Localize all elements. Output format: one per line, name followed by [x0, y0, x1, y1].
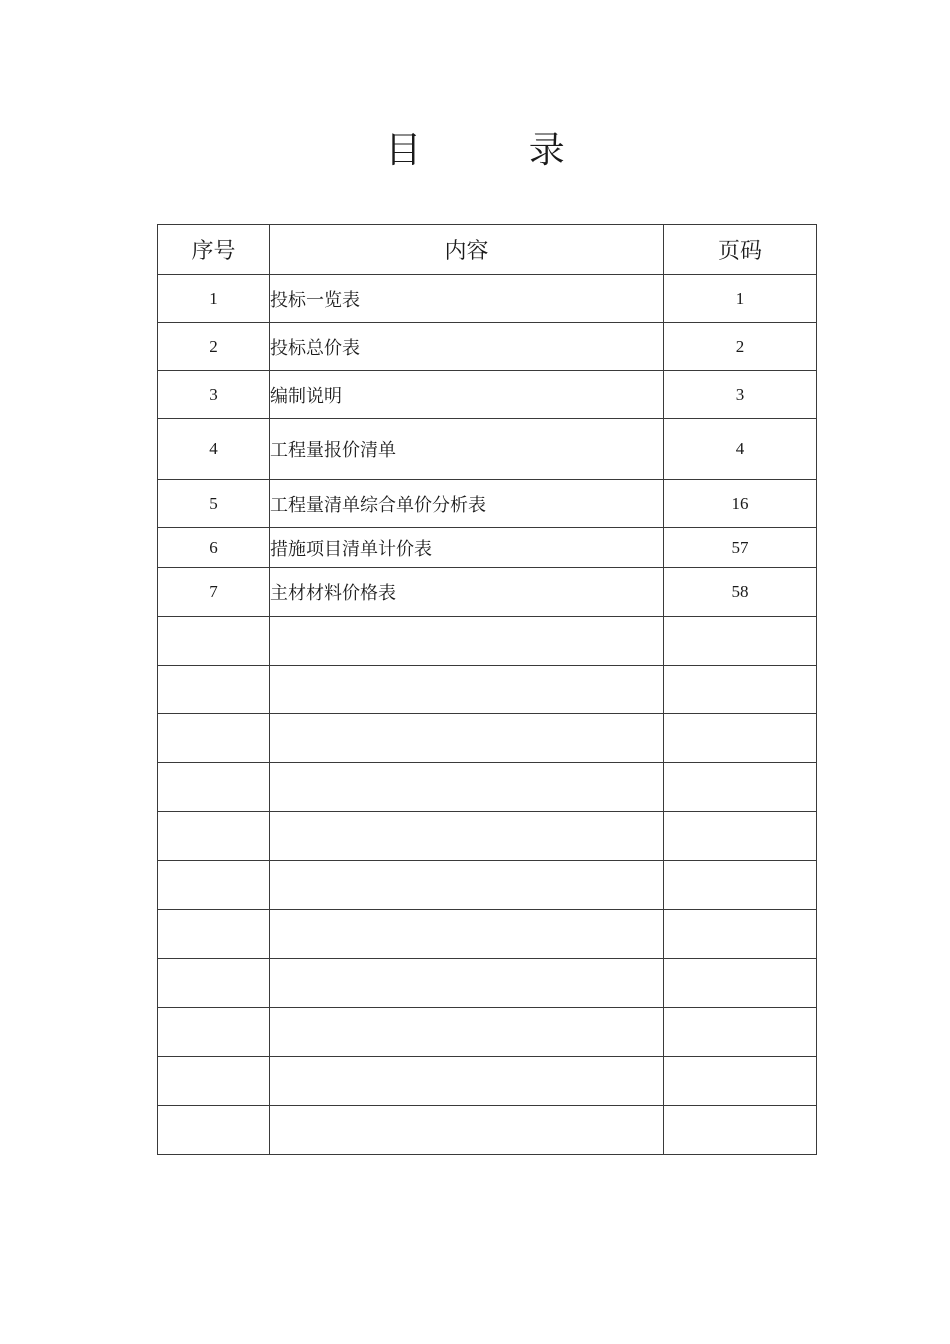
row-content	[270, 714, 664, 763]
header-page: 页码	[664, 225, 817, 275]
row-page: 58	[664, 568, 817, 617]
row-page	[664, 812, 817, 861]
row-content	[270, 1008, 664, 1057]
table-row	[158, 528, 817, 568]
table-row	[158, 617, 817, 666]
row-page	[664, 666, 817, 714]
row-page	[664, 910, 817, 959]
table-row	[158, 480, 817, 528]
row-no: 3	[158, 371, 270, 419]
row-no	[158, 861, 270, 910]
row-content: 投标总价表	[270, 323, 664, 371]
row-page: 4	[664, 419, 817, 480]
row-content: 措施项目清单计价表	[270, 528, 664, 568]
row-page: 16	[664, 480, 817, 528]
row-no: 2	[158, 323, 270, 371]
table-row	[158, 812, 817, 861]
table-row	[158, 568, 817, 617]
page-title: 目 录	[385, 130, 613, 171]
row-page: 3	[664, 371, 817, 419]
row-no	[158, 1057, 270, 1106]
row-page: 1	[664, 275, 817, 323]
row-no	[158, 959, 270, 1008]
table-row	[158, 275, 817, 323]
header-no: 序号	[158, 225, 270, 275]
table-row	[158, 371, 817, 419]
row-content	[270, 812, 664, 861]
row-no	[158, 812, 270, 861]
row-no	[158, 1106, 270, 1155]
table-row	[158, 666, 817, 714]
row-no	[158, 910, 270, 959]
row-page	[664, 714, 817, 763]
row-no	[158, 1008, 270, 1057]
row-page: 2	[664, 323, 817, 371]
row-content	[270, 910, 664, 959]
row-content: 编制说明	[270, 371, 664, 419]
row-no: 7	[158, 568, 270, 617]
table-row	[158, 323, 817, 371]
row-content	[270, 666, 664, 714]
row-no	[158, 666, 270, 714]
table-row	[158, 861, 817, 910]
row-no: 1	[158, 275, 270, 323]
table-row	[158, 714, 817, 763]
table-row	[158, 910, 817, 959]
table-row	[158, 959, 817, 1008]
toc-table	[157, 224, 817, 1155]
row-page	[664, 959, 817, 1008]
row-page	[664, 763, 817, 812]
row-content	[270, 617, 664, 666]
table-row	[158, 419, 817, 480]
table-row	[158, 1106, 817, 1155]
row-content	[270, 861, 664, 910]
header-row	[158, 225, 817, 275]
row-content	[270, 959, 664, 1008]
row-page	[664, 1008, 817, 1057]
row-content: 工程量清单综合单价分析表	[270, 480, 664, 528]
row-page	[664, 617, 817, 666]
row-page	[664, 1057, 817, 1106]
row-page: 57	[664, 528, 817, 568]
row-content: 工程量报价清单	[270, 419, 664, 480]
table-row	[158, 1008, 817, 1057]
row-content	[270, 1106, 664, 1155]
row-no	[158, 714, 270, 763]
header-content: 内容	[270, 225, 664, 275]
row-content: 主材材料价格表	[270, 568, 664, 617]
row-page	[664, 1106, 817, 1155]
row-no: 4	[158, 419, 270, 480]
table-row	[158, 1057, 817, 1106]
row-no: 6	[158, 528, 270, 568]
row-no: 5	[158, 480, 270, 528]
table-row	[158, 763, 817, 812]
row-content	[270, 1057, 664, 1106]
row-content	[270, 763, 664, 812]
row-no	[158, 617, 270, 666]
row-page	[664, 861, 817, 910]
row-no	[158, 763, 270, 812]
row-content: 投标一览表	[270, 275, 664, 323]
